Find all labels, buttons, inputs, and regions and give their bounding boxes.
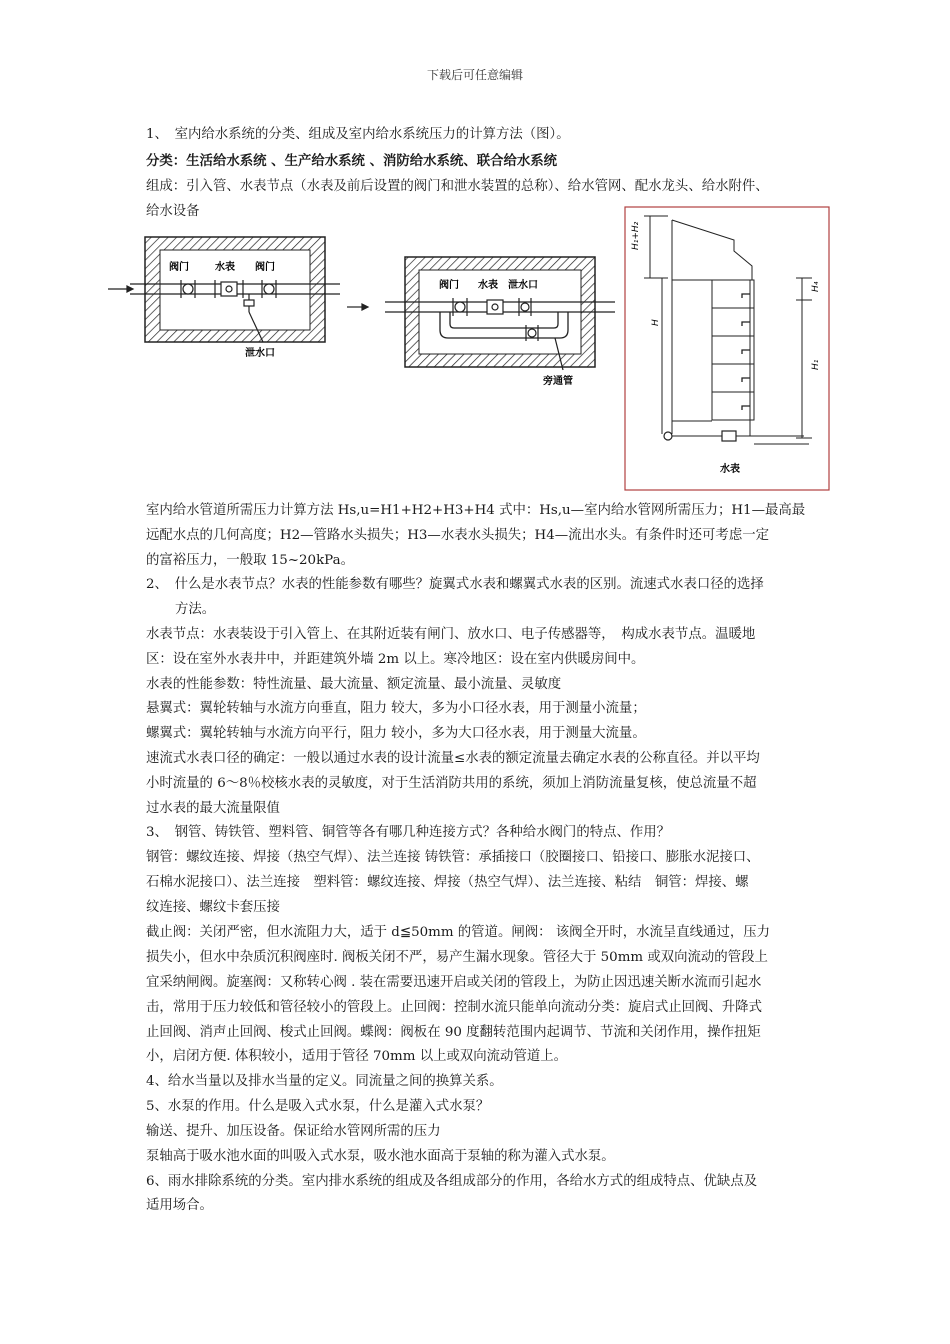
label-h: H: [651, 319, 661, 326]
q2-body-line: 水表的性能参数：特性流量、最大流量、额定流量、最小流量、灵敏度: [146, 677, 562, 692]
q3-body-line: 损失小，但水中杂质沉积阀座时. 阀板关闭不严，易产生漏水现象。管径大于 50mm 或双向流动的管段上: [146, 950, 768, 965]
q3-title: 3、 钢管、铸铁管、塑料管、铜管等各有哪几种连接方式？各种给水阀门的特点、作用？: [146, 825, 671, 840]
pressure-diagram: [624, 206, 830, 491]
q3-body-line: 纹连接、螺纹卡套压接: [146, 900, 280, 915]
pressure-line: 远配水点的几何高度；H2—管路水头损失；H3—水表水头损失；H4—流出水头。有条件时还可考虑一定: [146, 528, 769, 543]
q5-body-line: 泵轴高于吸水池水面的叫吸入式水泵，吸水池水面高于泵轴的称为灌入式水泵。: [146, 1149, 615, 1164]
label-drain: 泄水口: [245, 348, 275, 359]
q3-body-line: 石棉水泥接口）、法兰连接 塑料管：螺纹连接、焊接（热空气焊）、法兰连接、粘结 铜管：焊接、螺: [146, 875, 749, 890]
q3-body-line: 止回阀、消声止回阀、梭式止回阀。蝶阀：阀板在 90 度翻转范围内起调节、节流和关闭作用，操作扭矩: [146, 1025, 761, 1040]
q6-title-cont: 适用场合。: [146, 1198, 213, 1213]
label-h4: H₄: [811, 281, 821, 292]
q2-body-line: 速流式水表口径的确定：一般以通过水表的设计流量≤水表的额定流量去确定水表的公称直径。并以平均: [146, 751, 760, 766]
flow-arrows: [347, 304, 368, 310]
q2-title: 2、 什么是水表节点？水表的性能参数有哪些？旋翼式水表和螺翼式水表的区别。流速式水表口径的选择: [146, 577, 764, 592]
q6-title: 6、雨水排除系统的分类。室内排水系统的组成及各组成部分的作用，各给水方式的组成特点、优缺点及: [146, 1174, 758, 1189]
q2-body-line: 悬翼式：翼轮转轴与水流方向垂直，阻力 较大，多为小口径水表，用于测量小流量；: [146, 701, 646, 716]
q3-body-line: 击，常用于压力较低和管径较小的管段上。止回阀：控制水流只能单向流动分类：旋启式止回阀、升降式: [146, 1000, 762, 1015]
label-meter: 水表: [478, 280, 498, 291]
q5-body-line: 输送、提升、加压设备。保证给水管网所需的压力: [146, 1124, 441, 1139]
pressure-line: 的富裕压力，一般取 15~20kPa。: [146, 553, 354, 568]
q2-body-line: 区：设在室外水表井中，并距建筑外墙 2m 以上。寒冷地区：设在室内供暖房间中。: [146, 652, 645, 667]
label-meter: 水表: [215, 262, 235, 273]
q4-title: 4、给水当量以及排水当量的定义。同流量之间的换算关系。: [146, 1074, 503, 1089]
flow-arrows: [108, 286, 133, 292]
q1-classification: 分类：生活给水系统 、生产给水系统 、消防给水系统、联合给水系统: [146, 154, 558, 169]
q2-body-line: 螺翼式：翼轮转轴与水流方向平行，阻力 较小，多为大口径水表，用于测量大流量。: [146, 726, 646, 741]
label-valve-left: 阀门: [169, 262, 189, 273]
label-valve: 阀门: [439, 280, 459, 291]
pressure-line: 室内给水管道所需压力计算方法 Hs,u=H1+H2+H3+H4 式中：Hs,u—室内给水管网所需压力；H1—最高最: [146, 503, 806, 518]
q2-title-cont: 方法。: [175, 602, 216, 617]
label-h1h2: H₁+H₂: [631, 221, 641, 250]
water-meter-icon: [487, 300, 503, 314]
label-h1: H₁: [811, 359, 821, 370]
q5-title: 5、水泵的作用。什么是吸入式水泵，什么是灌入式水泵？: [146, 1099, 490, 1114]
label-meter: 水表: [720, 464, 740, 475]
label-drain: 泄水口: [508, 280, 538, 291]
q1-composition-cont: 给水设备: [146, 204, 200, 219]
figure-frame: [625, 207, 829, 490]
q3-body-line: 截止阀：关闭严密，但水流阻力大，适于 d≦50mm 的管道。闸阀： 该阀全开时，水流呈直线通过，压力: [146, 925, 771, 940]
q1-composition: 组成：引入管、水表节点（水表及前后设置的阀门和泄水装置的总称）、给水管网、配水龙头、给水附件、: [146, 179, 769, 194]
q3-body-line: 钢管：螺纹连接、焊接（热空气焊）、法兰连接 铸铁管：承插接口（胶圈接口、铅接口、膨胀水泥接口、: [146, 850, 760, 865]
page-header: 下载后可任意编辑: [426, 68, 523, 82]
meter-pit-bypass-diagram: [345, 252, 625, 392]
q2-body-line: 水表节点：水表装设于引入管上、在其附近装有闸门、放水口、电子传感器等， 构成水表节点。温暖地: [146, 627, 756, 642]
q3-body-line: 小，启闭方便. 体积较小，适用于管径 70mm 以上或双向流动管道上。: [146, 1049, 568, 1064]
q2-body-line: 过水表的最大流量限值: [146, 801, 280, 816]
q1-title: 1、 室内给水系统的分类、组成及室内给水系统压力的计算方法（图）。: [146, 127, 570, 142]
q3-body-line: 宜采纳闸阀。旋塞阀：又称转心阀 . 装在需要迅速开启或关闭的管段上，为防止因迅速关断水流而引起水: [146, 975, 762, 990]
meter-pit-diagram: [105, 232, 345, 372]
label-valve-right: 阀门: [255, 262, 275, 273]
label-bypass: 旁通管: [543, 376, 573, 387]
q2-body-line: 小时流量的 6～8％校核水表的灵敏度，对于生活消防共用的系统，须加上消防流量复核，使总流量不超: [146, 776, 757, 791]
